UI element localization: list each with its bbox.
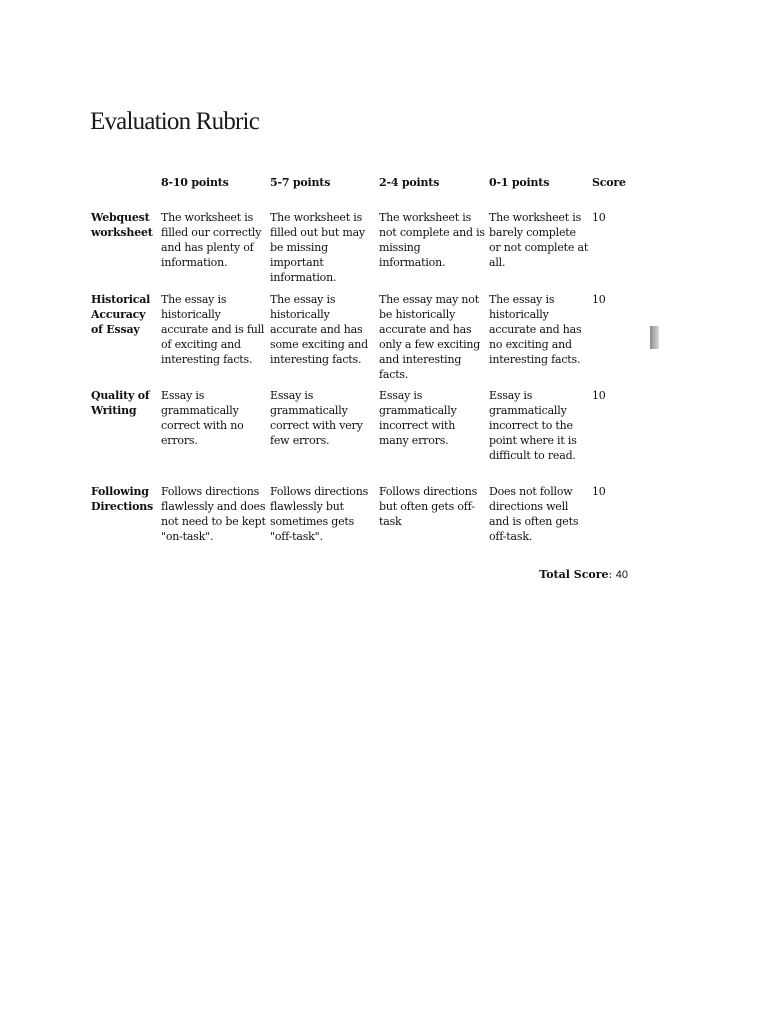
table-cell: The essay is historically accurate and is full of exciting and interesting facts. xyxy=(161,293,265,366)
score-cell: 10 xyxy=(592,293,606,306)
column-header-2-4-points: 2-4 points xyxy=(379,176,440,189)
total-score xyxy=(90,567,628,583)
column-header-criterion xyxy=(90,174,160,210)
row-header: Following Directions xyxy=(91,485,153,513)
total-score-value: 40 xyxy=(615,569,628,581)
score-cell: 10 xyxy=(592,485,606,498)
column-header-0-1-points: 0-1 points xyxy=(489,176,550,189)
table-cell: Essay is grammatically incorrect to the point where it is difficult to read. xyxy=(489,389,577,462)
rubric-table xyxy=(90,174,650,566)
table-cell: The worksheet is not complete and is missing information. xyxy=(379,211,485,269)
table-cell: The essay is historically accurate and has some exciting and interesting facts. xyxy=(270,293,368,366)
table-cell: The essay may not be historically accurate and has only a few exciting and interesting facts. xyxy=(379,293,481,381)
total-score-separator: : xyxy=(608,568,616,581)
table-cell: Follows directions but often gets off-task xyxy=(379,485,478,528)
page-title: Evaluation Rubric xyxy=(90,108,259,135)
row-header: Quality of Writing xyxy=(91,389,150,417)
table-row xyxy=(90,210,650,292)
table-cell: Essay is grammatically correct with no errors. xyxy=(161,389,244,447)
row-header: Historical Accuracy of Essay xyxy=(91,293,151,336)
table-cell: The worksheet is filled out but may be missing important information. xyxy=(270,211,365,284)
table-cell: Essay is grammatically correct with very few errors. xyxy=(270,389,363,447)
table-cell: The worksheet is filled our correctly and has plenty of information. xyxy=(161,211,262,269)
column-header-score: Score xyxy=(592,176,626,189)
table-cell: Essay is grammatically incorrect with many errors. xyxy=(379,389,457,447)
scrollbar-thumb[interactable] xyxy=(650,326,659,349)
table-cell: Follows directions flawlessly and does not need to be kept "on-task". xyxy=(161,485,266,543)
score-cell: 10 xyxy=(592,211,606,224)
table-cell: Follows directions flawlessly but sometimes gets "off-task". xyxy=(270,485,369,543)
score-cell: 10 xyxy=(592,389,606,402)
table-cell: Does not follow directions well and is often gets off-task. xyxy=(489,485,579,543)
column-header-8-10-points: 8-10 points xyxy=(161,176,229,189)
table-header-row xyxy=(90,174,650,210)
table-row xyxy=(90,484,650,566)
table-row xyxy=(90,292,650,388)
table-cell: The essay is historically accurate and has no exciting and interesting facts. xyxy=(489,293,582,366)
table-row xyxy=(90,388,650,484)
total-score-label: Total Score xyxy=(539,568,609,581)
column-header-5-7-points: 5-7 points xyxy=(270,176,331,189)
row-header: Webquest worksheet xyxy=(91,211,153,239)
table-cell: The worksheet is barely complete or not complete at all. xyxy=(489,211,589,269)
